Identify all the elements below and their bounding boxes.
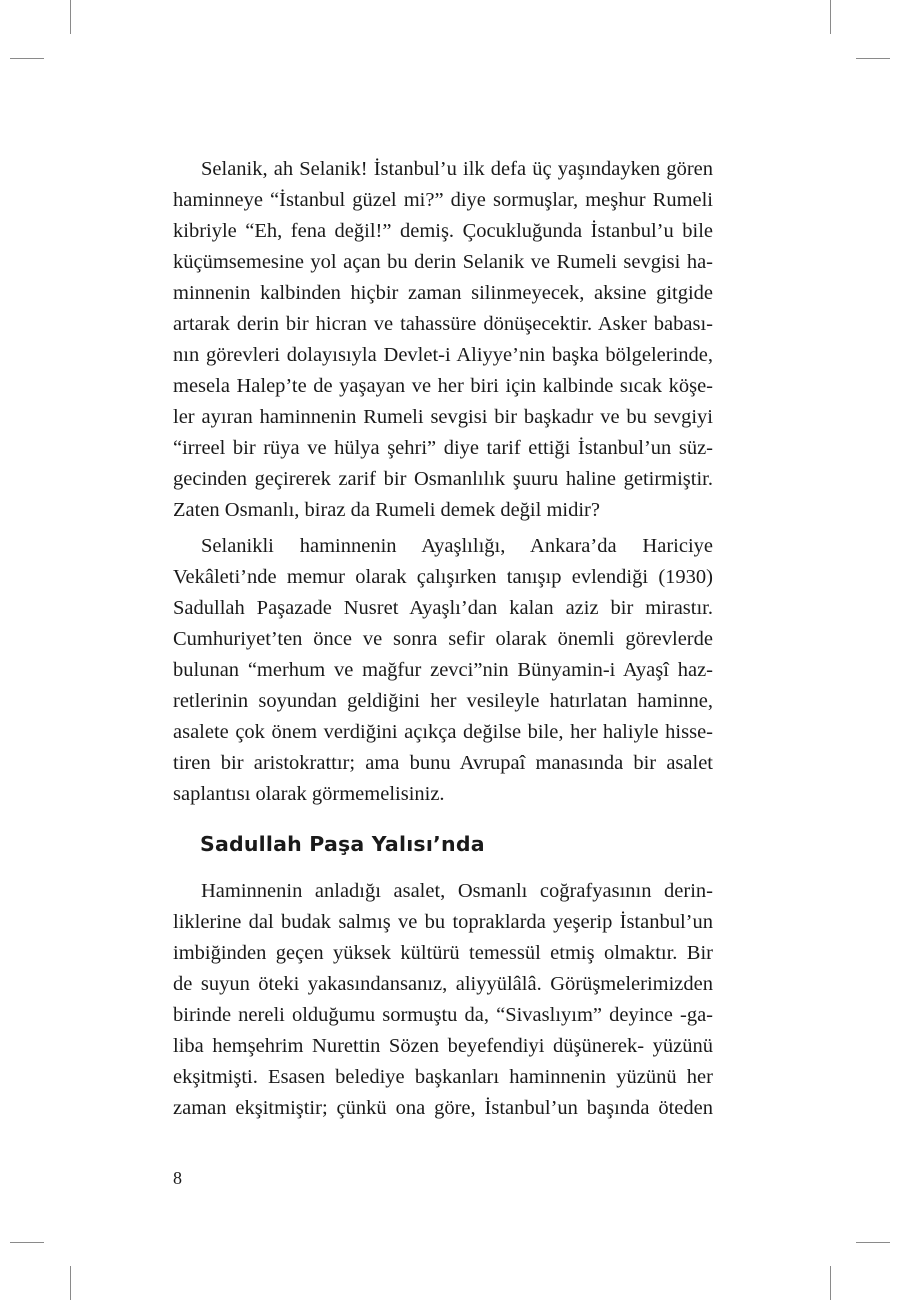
- text-line: retlerinin soyundan geldiğini her vesileyle hatırlatan haminne,: [173, 690, 713, 712]
- text-line: gecinden geçirerek zarif bir Osmanlılık şuuru haline getirmiştir.: [173, 468, 713, 490]
- paragraph-1: [173, 154, 713, 526]
- text-line: ekşitmişti. Esasen belediye başkanları haminnenin yüzünü her: [173, 1066, 713, 1088]
- text-line: Zaten Osmanlı, biraz da Rumeli demek değil midir?: [173, 499, 600, 521]
- crop-mark: [10, 58, 44, 59]
- text-line: artarak derin bir hicran ve tahassüre dönüşecektir. Asker babası-: [173, 313, 713, 335]
- text-line: Selanik, ah Selanik! İstanbul’u ilk defa üç yaşındayken gören: [201, 158, 713, 180]
- text-line: minnenin kalbinden hiçbir zaman silinmeyecek, aksine gitgide: [173, 282, 713, 304]
- crop-mark: [70, 1266, 71, 1300]
- text-line: bulunan “merhum ve mağfur zevci”nin Bünyamin-i Ayaşî haz-: [173, 659, 713, 681]
- text-line: “irreel bir rüya ve hülya şehri” diye tarif ettiği İstanbul’un süz-: [173, 437, 713, 459]
- crop-mark: [856, 1242, 890, 1243]
- text-line: Selanikli haminnenin Ayaşlılığı, Ankara’da Hariciye: [201, 535, 713, 557]
- paragraph-2: [173, 531, 713, 810]
- text-line: nın görevleri dolayısıyla Devlet-i Aliyye’nin başka bölgelerinde,: [173, 344, 713, 366]
- text-line: mesela Halep’te de yaşayan ve her biri için kalbinde sıcak köşe-: [173, 375, 713, 397]
- text-line: liklerine dal budak salmış ve bu topraklarda yeşerip İstanbul’un: [173, 911, 713, 933]
- text-line: ler ayıran haminnenin Rumeli sevgisi bir başkadır ve bu sevgiyi: [173, 406, 713, 428]
- text-line: Vekâleti’nde memur olarak çalışırken tanışıp evlendiği (1930): [173, 566, 713, 588]
- text-line: saplantısı olarak görmemelisiniz.: [173, 783, 445, 805]
- paragraph-3: [173, 876, 713, 1124]
- text-line: zaman ekşitmiştir; çünkü ona göre, İstanbul’un başında öteden: [173, 1097, 713, 1119]
- text-line: imbiğinden geçen yüksek kültürü temessül etmiş olmaktır. Bir: [173, 942, 713, 964]
- text-line: Haminnenin anladığı asalet, Osmanlı coğrafyasının derin-: [201, 880, 713, 902]
- crop-mark: [70, 0, 71, 34]
- section-heading: Sadullah Paşa Yalısı’nda: [200, 832, 485, 856]
- text-line: tiren bir aristokrattır; ama bunu Avrupaî manasında bir asalet: [173, 752, 713, 774]
- page-number: 8: [173, 1168, 182, 1188]
- text-line: Cumhuriyet’ten önce ve sonra sefir olarak önemli görevlerde: [173, 628, 713, 650]
- crop-mark: [830, 1266, 831, 1300]
- text-line: küçümsemesine yol açan bu derin Selanik ve Rumeli sevgisi ha-: [173, 251, 713, 273]
- crop-mark: [856, 58, 890, 59]
- crop-mark: [10, 1242, 44, 1243]
- text-line: kibriyle “Eh, fena değil!” demiş. Çocukluğunda İstanbul’u bile: [173, 220, 713, 242]
- text-line: de suyun öteki yakasındansanız, aliyyülâlâ. Görüşmelerimizden: [173, 973, 713, 995]
- text-line: haminneye “İstanbul güzel mi?” diye sormuşlar, meşhur Rumeli: [173, 189, 713, 211]
- crop-mark: [830, 0, 831, 34]
- text-line: Sadullah Paşazade Nusret Ayaşlı’dan kalan aziz bir mirastır.: [173, 597, 713, 619]
- text-line: birinde nereli olduğumu sormuştu da, “Sivaslıyım” deyince -ga-: [173, 1004, 713, 1026]
- text-line: asalete çok önem verdiğini açıkça değilse bile, her haliyle hisse-: [173, 721, 713, 743]
- text-line: liba hemşehrim Nurettin Sözen beyefendiyi düşünerek- yüzünü: [173, 1035, 713, 1057]
